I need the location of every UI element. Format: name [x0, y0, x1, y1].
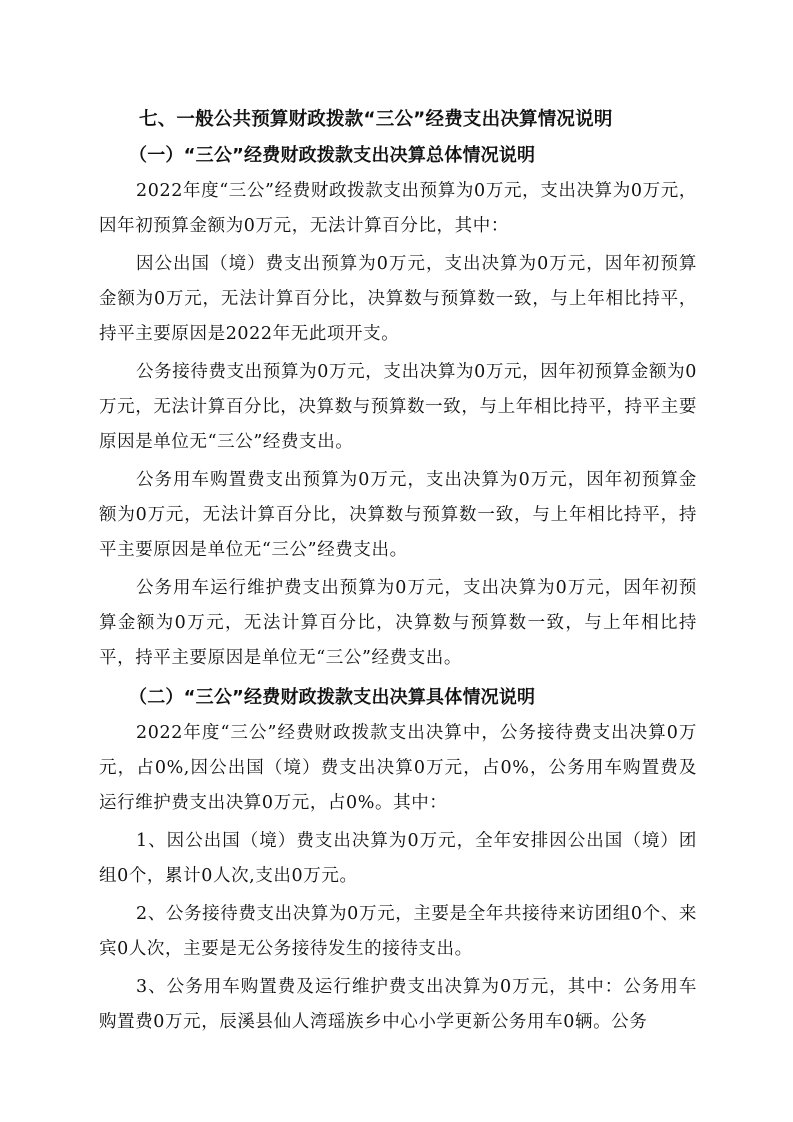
detail-paragraph: 2、公务接待费支出决算为0万元，主要是全年共接待来访团组0个、来宾0人次，主要是无公务接待发生的接待支出。 — [99, 904, 697, 959]
detail-paragraph: 3、公务用车购置费及运行维护费支出决算为0万元，其中：公务用车购置费0万元，辰溪县仙人湾瑶族乡中心小学更新公务用车0辆。公务 — [99, 977, 697, 1032]
overall-heading: （一）“三公”经费财政拨款支出决算总体情况说明 — [129, 145, 536, 166]
detail-heading: （二）“三公”经费财政拨款支出决算具体情况说明 — [129, 687, 536, 708]
document-body — [99, 105, 697, 1040]
overall-paragraph: 因公出国（境）费支出预算为0万元，支出决算为0万元，因年初预算金额为0万元，无法计算百分比，决算数与预算数一致，与上年相比持平，持平主要原因是2022年无此项开支。 — [99, 254, 697, 344]
detail-paragraph: 1、因公出国（境）费支出决算为0万元，全年安排因公出国（境）团组0个，累计0人次,支出0万元。 — [99, 831, 697, 886]
overall-paragraph: 公务用车运行维护费支出预算为0万元，支出决算为0万元，因年初预算金额为0万元，无法计算百分比，决算数与预算数一致，与上年相比持平，持平主要原因是单位无“三公”经费支出。 — [99, 578, 697, 668]
overall-paragraph: 2022年度“三公”经费财政拨款支出预算为0万元，支出决算为0万元，因年初预算金额为0万元，无法计算百分比，其中： — [99, 181, 697, 236]
overall-paragraph: 公务用车购置费支出预算为0万元，支出决算为0万元，因年初预算金额为0万元，无法计算百分比，决算数与预算数一致，与上年相比持平，持平主要原因是单位无“三公”经费支出。 — [99, 470, 697, 560]
overall-paragraph: 公务接待费支出预算为0万元，支出决算为0万元，因年初预算金额为0万元，无法计算百分比，决算数与预算数一致，与上年相比持平，持平主要原因是单位无“三公”经费支出。 — [99, 362, 697, 452]
detail-paragraph: 2022年度“三公”经费财政拨款支出决算中，公务接待费支出决算0万元，占0%,因公出国（境）费支出决算0万元，占0%，公务用车购置费及运行维护费支出决算0万元，占0%。其中： — [99, 723, 697, 813]
section-title: 七、一般公共预算财政拨款“三公”经费支出决算情况说明 — [139, 109, 613, 130]
